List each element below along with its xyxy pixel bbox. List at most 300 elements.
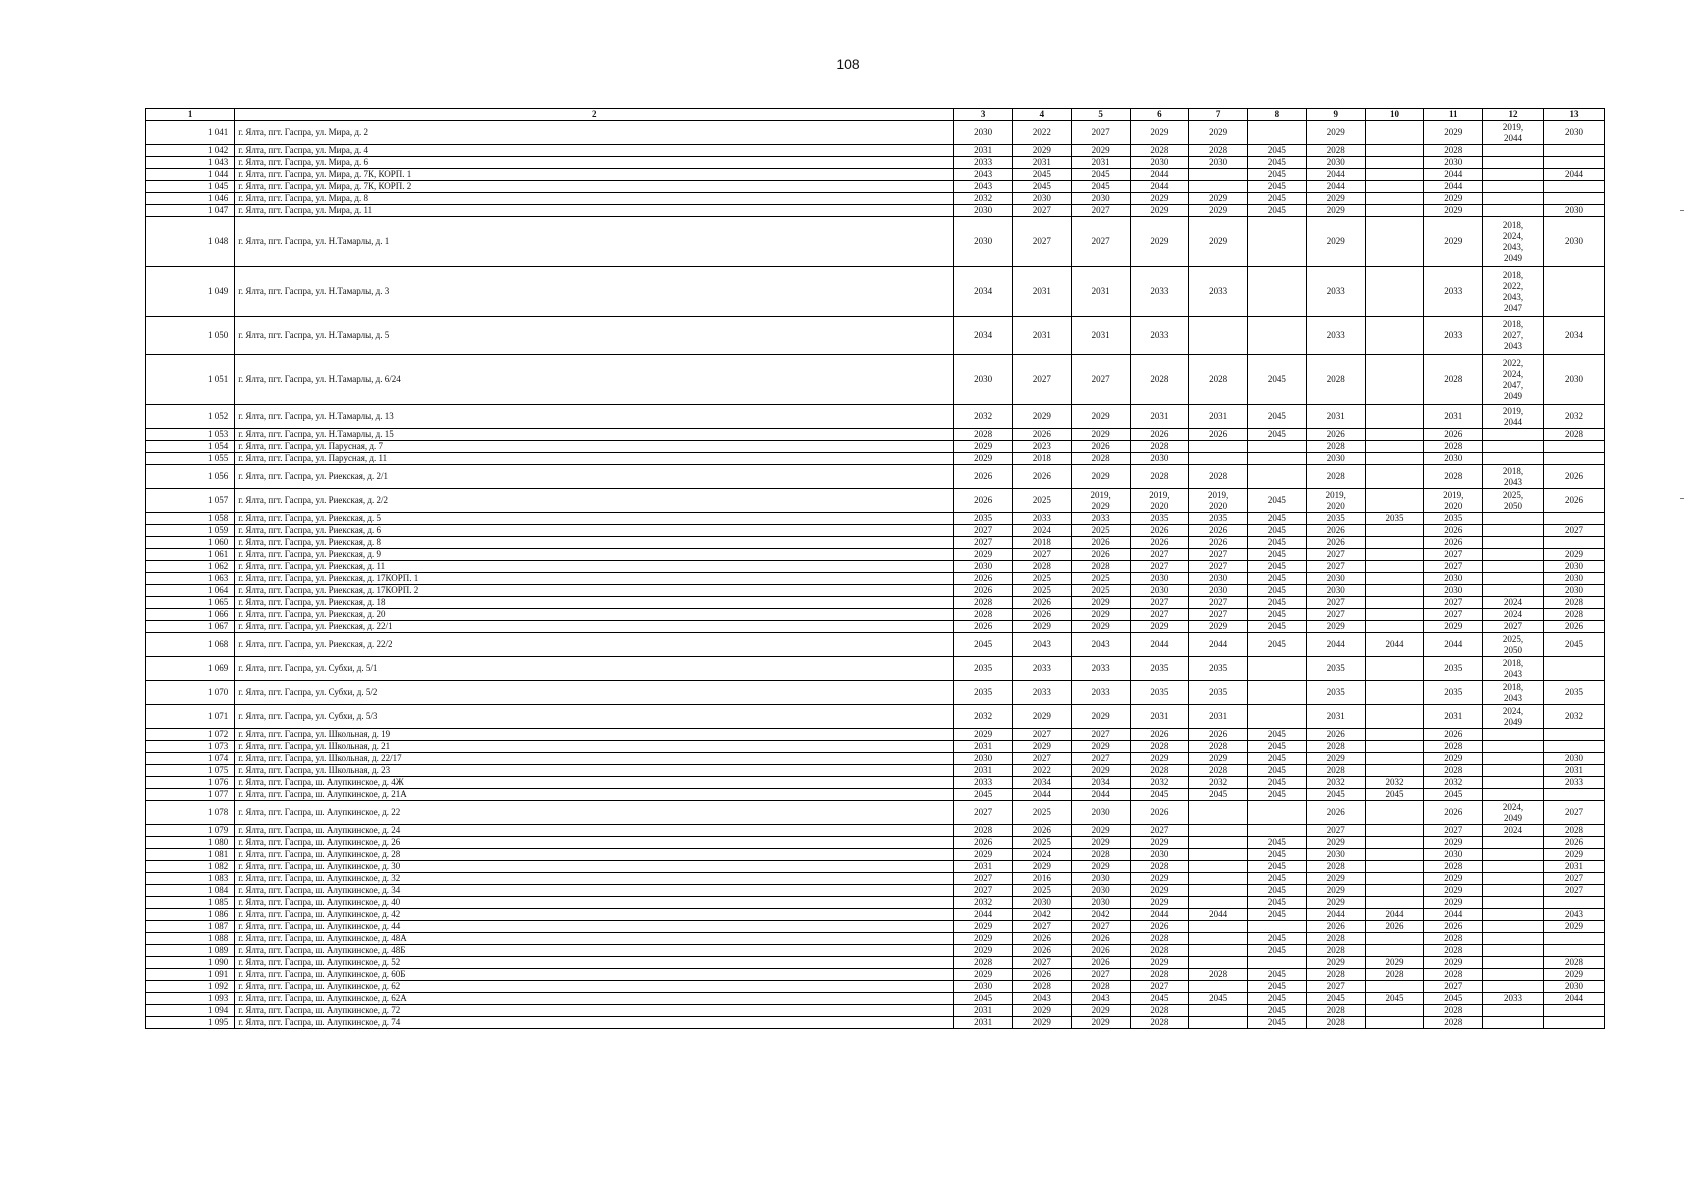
- year-cell: [1365, 657, 1424, 681]
- year-cell: 2030: [954, 753, 1013, 765]
- row-number-cell: 1 059: [146, 525, 235, 537]
- year-cell: [1189, 1017, 1248, 1029]
- row-number-cell: 1 089: [146, 945, 235, 957]
- year-cell: 2026: [1012, 933, 1071, 945]
- year-cell: 2029: [1424, 885, 1483, 897]
- year-cell: 2029: [1306, 205, 1365, 217]
- year-cell: 2031: [954, 741, 1013, 753]
- year-cell: 2026: [1424, 429, 1483, 441]
- year-cell: 2029: [1543, 969, 1604, 981]
- year-cell: [1189, 933, 1248, 945]
- year-cell: 2028: [1424, 355, 1483, 405]
- year-cell: 2028: [1306, 741, 1365, 753]
- table-row: [146, 267, 1605, 317]
- year-cell: [1543, 897, 1604, 909]
- year-cell: 2045: [1248, 585, 1307, 597]
- year-cell: 2027: [954, 801, 1013, 825]
- year-cell: 2029: [954, 441, 1013, 453]
- year-cell: 2031: [1543, 861, 1604, 873]
- year-cell: 2043: [1012, 993, 1071, 1005]
- year-cell: [1189, 849, 1248, 861]
- year-cell: 2044: [1424, 633, 1483, 657]
- year-cell: 2030: [1071, 193, 1130, 205]
- year-cell: 2030: [1543, 585, 1604, 597]
- year-cell: [1543, 145, 1604, 157]
- year-cell: 2030: [1543, 121, 1604, 145]
- year-cell: 2027: [1071, 355, 1130, 405]
- table-row: [146, 873, 1605, 885]
- year-cell: 2027: [1189, 597, 1248, 609]
- address-cell: г. Ялта, пгт. Гаспра, ул. Субхи, д. 5/1: [235, 657, 954, 681]
- year-cell: [1365, 681, 1424, 705]
- year-cell: [1483, 561, 1544, 573]
- year-cell: 2029: [1189, 217, 1248, 267]
- year-cell: 2026: [1130, 801, 1189, 825]
- year-cell: 2035: [1130, 681, 1189, 705]
- year-cell: 2029: [1543, 921, 1604, 933]
- year-cell: 2027: [1012, 205, 1071, 217]
- year-cell: 2044: [1130, 909, 1189, 921]
- year-cell: 2027: [1543, 885, 1604, 897]
- year-cell: 2029: [1130, 837, 1189, 849]
- year-cell: 2027: [1130, 825, 1189, 837]
- year-cell: 2028: [1424, 1005, 1483, 1017]
- table-row: [146, 993, 1605, 1005]
- year-cell: 2019, 2044: [1483, 121, 1544, 145]
- year-cell: 2029: [1424, 873, 1483, 885]
- year-cell: 2044: [1189, 909, 1248, 921]
- year-cell: [1189, 453, 1248, 465]
- year-cell: 2031: [1130, 705, 1189, 729]
- year-cell: 2028: [1189, 969, 1248, 981]
- year-cell: 2045: [1189, 993, 1248, 1005]
- year-cell: 2027: [954, 873, 1013, 885]
- column-header-2: 2: [235, 109, 954, 121]
- year-cell: 2045: [1248, 1005, 1307, 1017]
- year-cell: 2031: [954, 145, 1013, 157]
- year-cell: 2045: [1248, 981, 1307, 993]
- year-cell: 2045: [1543, 633, 1604, 657]
- year-cell: [1543, 513, 1604, 525]
- row-number-cell: 1 065: [146, 597, 235, 609]
- year-cell: 2027: [1130, 597, 1189, 609]
- year-cell: 2025, 2050: [1483, 489, 1544, 513]
- year-cell: [1543, 157, 1604, 169]
- address-cell: г. Ялта, пгт. Гаспра, ш. Алупкинское, д. 28: [235, 849, 954, 861]
- year-cell: 2030: [1130, 585, 1189, 597]
- year-cell: [1365, 1005, 1424, 1017]
- year-cell: 2027: [1543, 801, 1604, 825]
- year-cell: 2026: [1189, 537, 1248, 549]
- table-body: [146, 121, 1605, 1029]
- address-cell: г. Ялта, пгт. Гаспра, ул. Мира, д. 7К, КОРП. 2: [235, 181, 954, 193]
- row-number-cell: 1 074: [146, 753, 235, 765]
- table-row: [146, 489, 1605, 513]
- year-cell: 2019, 2020: [1306, 489, 1365, 513]
- year-cell: 2027: [1189, 609, 1248, 621]
- row-number-cell: 1 045: [146, 181, 235, 193]
- year-cell: 2042: [1071, 909, 1130, 921]
- year-cell: 2027: [1424, 981, 1483, 993]
- year-cell: 2045: [1248, 849, 1307, 861]
- year-cell: 2028: [1424, 945, 1483, 957]
- year-cell: 2030: [1543, 205, 1604, 217]
- year-cell: [1365, 609, 1424, 621]
- year-cell: 2045: [1306, 993, 1365, 1005]
- table-row: [146, 405, 1605, 429]
- year-cell: 2035: [954, 657, 1013, 681]
- year-cell: 2045: [1248, 861, 1307, 873]
- year-cell: 2035: [1424, 681, 1483, 705]
- year-cell: 2028: [1130, 1005, 1189, 1017]
- year-cell: 2028: [954, 429, 1013, 441]
- year-cell: [1483, 157, 1544, 169]
- scan-mark: [1680, 498, 1684, 499]
- row-number-cell: 1 081: [146, 849, 235, 861]
- year-cell: 2035: [1130, 513, 1189, 525]
- year-cell: 2031: [954, 1005, 1013, 1017]
- year-cell: 2029: [1130, 897, 1189, 909]
- year-cell: 2031: [1189, 405, 1248, 429]
- table-header-row: [146, 109, 1605, 121]
- year-cell: [1365, 765, 1424, 777]
- year-cell: 2029: [1130, 205, 1189, 217]
- year-cell: 2045: [1248, 897, 1307, 909]
- table-row: [146, 837, 1605, 849]
- year-cell: 2030: [1306, 573, 1365, 585]
- year-cell: 2045: [1248, 765, 1307, 777]
- table-row: [146, 789, 1605, 801]
- table-row: [146, 429, 1605, 441]
- row-number-cell: 1 051: [146, 355, 235, 405]
- year-cell: 2044: [1189, 633, 1248, 657]
- year-cell: [1365, 537, 1424, 549]
- year-cell: 2028: [1424, 465, 1483, 489]
- row-number-cell: 1 052: [146, 405, 235, 429]
- year-cell: [1248, 317, 1307, 355]
- year-cell: 2043: [1543, 909, 1604, 921]
- address-cell: г. Ялта, пгт. Гаспра, ул. Школьная, д. 22/17: [235, 753, 954, 765]
- year-cell: 2026: [1306, 921, 1365, 933]
- year-cell: 2029: [1012, 741, 1071, 753]
- year-cell: 2029: [954, 549, 1013, 561]
- year-cell: 2027: [954, 525, 1013, 537]
- year-cell: 2033: [1130, 317, 1189, 355]
- year-cell: 2026: [1424, 525, 1483, 537]
- year-cell: [1543, 945, 1604, 957]
- year-cell: 2028: [1189, 355, 1248, 405]
- year-cell: 2033: [1071, 513, 1130, 525]
- year-cell: 2031: [1543, 765, 1604, 777]
- year-cell: 2027: [1071, 921, 1130, 933]
- year-cell: 2044: [954, 909, 1013, 921]
- year-cell: 2026: [1424, 921, 1483, 933]
- row-number-cell: 1 080: [146, 837, 235, 849]
- year-cell: 2029: [1071, 861, 1130, 873]
- row-number-cell: 1 054: [146, 441, 235, 453]
- year-cell: [1483, 873, 1544, 885]
- year-cell: 2031: [1071, 157, 1130, 169]
- year-cell: 2034: [954, 267, 1013, 317]
- year-cell: 2035: [1424, 657, 1483, 681]
- year-cell: 2029: [1543, 849, 1604, 861]
- year-cell: 2027: [954, 885, 1013, 897]
- year-cell: 2029: [1306, 897, 1365, 909]
- table-row: [146, 729, 1605, 741]
- year-cell: 2032: [1424, 777, 1483, 789]
- row-number-cell: 1 078: [146, 801, 235, 825]
- address-cell: г. Ялта, пгт. Гаспра, ул. Риекская, д. 20: [235, 609, 954, 621]
- year-cell: 2028: [1130, 355, 1189, 405]
- year-cell: 2028: [1306, 1017, 1365, 1029]
- year-cell: 2030: [1306, 453, 1365, 465]
- year-cell: 2045: [1248, 933, 1307, 945]
- year-cell: 2030: [1130, 453, 1189, 465]
- year-cell: 2026: [1306, 801, 1365, 825]
- year-cell: 2029: [1071, 597, 1130, 609]
- year-cell: 2032: [1306, 777, 1365, 789]
- year-cell: 2026: [1424, 537, 1483, 549]
- table-row: [146, 597, 1605, 609]
- year-cell: 2032: [1189, 777, 1248, 789]
- year-cell: [1483, 981, 1544, 993]
- year-cell: 2045: [1248, 885, 1307, 897]
- year-cell: [1248, 681, 1307, 705]
- scan-mark: [1680, 210, 1684, 211]
- row-number-cell: 1 088: [146, 933, 235, 945]
- year-cell: 2027: [1012, 355, 1071, 405]
- year-cell: [1365, 1017, 1424, 1029]
- year-cell: 2029: [1306, 873, 1365, 885]
- year-cell: 2026: [1012, 429, 1071, 441]
- year-cell: 2026: [1365, 921, 1424, 933]
- year-cell: 2032: [1543, 405, 1604, 429]
- address-cell: г. Ялта, пгт. Гаспра, ул. Н.Тамарлы, д. 15: [235, 429, 954, 441]
- year-cell: 2026: [1012, 597, 1071, 609]
- year-cell: 2029: [1012, 405, 1071, 429]
- address-cell: г. Ялта, пгт. Гаспра, ш. Алупкинское, д. 21А: [235, 789, 954, 801]
- year-cell: [1483, 205, 1544, 217]
- year-cell: 2044: [1012, 789, 1071, 801]
- year-cell: 2029: [1424, 957, 1483, 969]
- row-number-cell: 1 094: [146, 1005, 235, 1017]
- year-cell: 2045: [1306, 789, 1365, 801]
- year-cell: 2025: [1012, 573, 1071, 585]
- year-cell: [1365, 981, 1424, 993]
- column-header-7: 7: [1189, 109, 1248, 121]
- column-header-10: 10: [1365, 109, 1424, 121]
- row-number-cell: 1 076: [146, 777, 235, 789]
- year-cell: [1365, 317, 1424, 355]
- year-cell: 2029: [1071, 741, 1130, 753]
- address-cell: г. Ялта, пгт. Гаспра, ш. Алупкинское, д. 34: [235, 885, 954, 897]
- table-row: [146, 981, 1605, 993]
- year-cell: [1365, 885, 1424, 897]
- year-cell: [1483, 573, 1544, 585]
- year-cell: [1483, 861, 1544, 873]
- year-cell: 2026: [1543, 489, 1604, 513]
- year-cell: 2024: [1483, 609, 1544, 621]
- year-cell: 2028: [1130, 145, 1189, 157]
- year-cell: 2045: [1012, 181, 1071, 193]
- year-cell: [1483, 181, 1544, 193]
- table-row: [146, 1005, 1605, 1017]
- year-cell: 2030: [954, 981, 1013, 993]
- year-cell: 2029: [1071, 765, 1130, 777]
- year-cell: [1365, 573, 1424, 585]
- year-cell: 2045: [1248, 993, 1307, 1005]
- address-cell: г. Ялта, пгт. Гаспра, ул. Парусная, д. 11: [235, 453, 954, 465]
- year-cell: [1365, 837, 1424, 849]
- year-cell: 2030: [1071, 885, 1130, 897]
- year-cell: 2029: [1189, 121, 1248, 145]
- year-cell: 2045: [1248, 489, 1307, 513]
- year-cell: 2026: [1306, 537, 1365, 549]
- year-cell: 2045: [1248, 355, 1307, 405]
- address-cell: г. Ялта, пгт. Гаспра, ш. Алупкинское, д. 26: [235, 837, 954, 849]
- year-cell: 2044: [1424, 909, 1483, 921]
- year-cell: 2028: [1424, 441, 1483, 453]
- year-cell: 2033: [1543, 777, 1604, 789]
- table-row: [146, 217, 1605, 267]
- year-cell: [1483, 945, 1544, 957]
- year-cell: [1483, 921, 1544, 933]
- year-cell: [1365, 849, 1424, 861]
- row-number-cell: 1 069: [146, 657, 235, 681]
- row-number-cell: 1 092: [146, 981, 235, 993]
- year-cell: [1189, 957, 1248, 969]
- table-row: [146, 317, 1605, 355]
- table-row: [146, 681, 1605, 705]
- year-cell: 2029: [1071, 825, 1130, 837]
- year-cell: 2025: [1012, 837, 1071, 849]
- year-cell: 2034: [1012, 777, 1071, 789]
- year-cell: 2026: [954, 585, 1013, 597]
- year-cell: [1543, 193, 1604, 205]
- year-cell: [1365, 489, 1424, 513]
- year-cell: 2026: [1130, 537, 1189, 549]
- year-cell: 2045: [1248, 609, 1307, 621]
- year-cell: 2027: [1130, 981, 1189, 993]
- year-cell: [1365, 933, 1424, 945]
- year-cell: 2018, 2043: [1483, 681, 1544, 705]
- year-cell: 2030: [1543, 981, 1604, 993]
- year-cell: 2027: [1306, 549, 1365, 561]
- year-cell: [1189, 169, 1248, 181]
- year-cell: [1543, 453, 1604, 465]
- year-cell: 2026: [954, 489, 1013, 513]
- year-cell: 2030: [954, 205, 1013, 217]
- year-cell: 2029: [954, 969, 1013, 981]
- year-cell: 2032: [954, 705, 1013, 729]
- year-cell: 2018, 2043: [1483, 465, 1544, 489]
- year-cell: [1483, 193, 1544, 205]
- row-number-cell: 1 062: [146, 561, 235, 573]
- address-cell: г. Ялта, пгт. Гаспра, ул. Мира, д. 4: [235, 145, 954, 157]
- row-number-cell: 1 091: [146, 969, 235, 981]
- address-cell: г. Ялта, пгт. Гаспра, ул. Риекская, д. 22/2: [235, 633, 954, 657]
- table-row: [146, 969, 1605, 981]
- table-row: [146, 525, 1605, 537]
- year-cell: 2028: [1424, 1017, 1483, 1029]
- column-header-1: 1: [146, 109, 235, 121]
- year-cell: 2033: [1012, 513, 1071, 525]
- year-cell: 2031: [1306, 705, 1365, 729]
- year-cell: [1483, 909, 1544, 921]
- table-row: [146, 957, 1605, 969]
- row-number-cell: 1 070: [146, 681, 235, 705]
- year-cell: [1483, 1005, 1544, 1017]
- year-cell: 2028: [1306, 441, 1365, 453]
- table-row: [146, 561, 1605, 573]
- year-cell: 2045: [1130, 789, 1189, 801]
- year-cell: 2045: [1248, 633, 1307, 657]
- year-cell: 2031: [1071, 267, 1130, 317]
- year-cell: [1543, 657, 1604, 681]
- year-cell: 2045: [1248, 537, 1307, 549]
- year-cell: 2024: [1483, 825, 1544, 837]
- year-cell: 2024: [1012, 525, 1071, 537]
- address-cell: г. Ялта, пгт. Гаспра, ш. Алупкинское, д. 42: [235, 909, 954, 921]
- column-header-5: 5: [1071, 109, 1130, 121]
- year-cell: 2028: [1012, 561, 1071, 573]
- year-cell: 2029: [1012, 861, 1071, 873]
- year-cell: 2029: [1189, 753, 1248, 765]
- year-cell: 2027: [954, 537, 1013, 549]
- year-cell: 2033: [1306, 267, 1365, 317]
- year-cell: 2028: [1071, 561, 1130, 573]
- address-cell: г. Ялта, пгт. Гаспра, ул. Н.Тамарлы, д. 6/24: [235, 355, 954, 405]
- year-cell: [1483, 537, 1544, 549]
- year-cell: 2030: [1306, 585, 1365, 597]
- year-cell: 2027: [1543, 525, 1604, 537]
- year-cell: 2044: [1130, 633, 1189, 657]
- year-cell: 2035: [954, 681, 1013, 705]
- year-cell: 2044: [1071, 789, 1130, 801]
- year-cell: 2045: [1248, 909, 1307, 921]
- year-cell: [1543, 741, 1604, 753]
- year-cell: 2030: [1189, 585, 1248, 597]
- address-cell: г. Ялта, пгт. Гаспра, ул. Субхи, д. 5/3: [235, 705, 954, 729]
- year-cell: 2045: [1365, 789, 1424, 801]
- year-cell: [1543, 267, 1604, 317]
- year-cell: [1248, 267, 1307, 317]
- year-cell: 2045: [1248, 753, 1307, 765]
- year-cell: 2025: [1071, 525, 1130, 537]
- row-number-cell: 1 083: [146, 873, 235, 885]
- year-cell: 2032: [1543, 705, 1604, 729]
- year-cell: [1483, 525, 1544, 537]
- year-cell: 2028: [1306, 1005, 1365, 1017]
- row-number-cell: 1 042: [146, 145, 235, 157]
- year-cell: 2029: [954, 945, 1013, 957]
- row-number-cell: 1 044: [146, 169, 235, 181]
- year-cell: 2029: [1189, 621, 1248, 633]
- year-cell: 2029: [1306, 121, 1365, 145]
- year-cell: 2045: [1248, 169, 1307, 181]
- table-row: [146, 909, 1605, 921]
- row-number-cell: 1 049: [146, 267, 235, 317]
- year-cell: 2030: [1306, 157, 1365, 169]
- year-cell: 2029: [954, 849, 1013, 861]
- year-cell: 2029: [1130, 885, 1189, 897]
- year-cell: 2042: [1012, 909, 1071, 921]
- year-cell: [1365, 405, 1424, 429]
- year-cell: 2028: [1424, 741, 1483, 753]
- row-number-cell: 1 048: [146, 217, 235, 267]
- year-cell: 2028: [1543, 825, 1604, 837]
- year-cell: 2043: [954, 169, 1013, 181]
